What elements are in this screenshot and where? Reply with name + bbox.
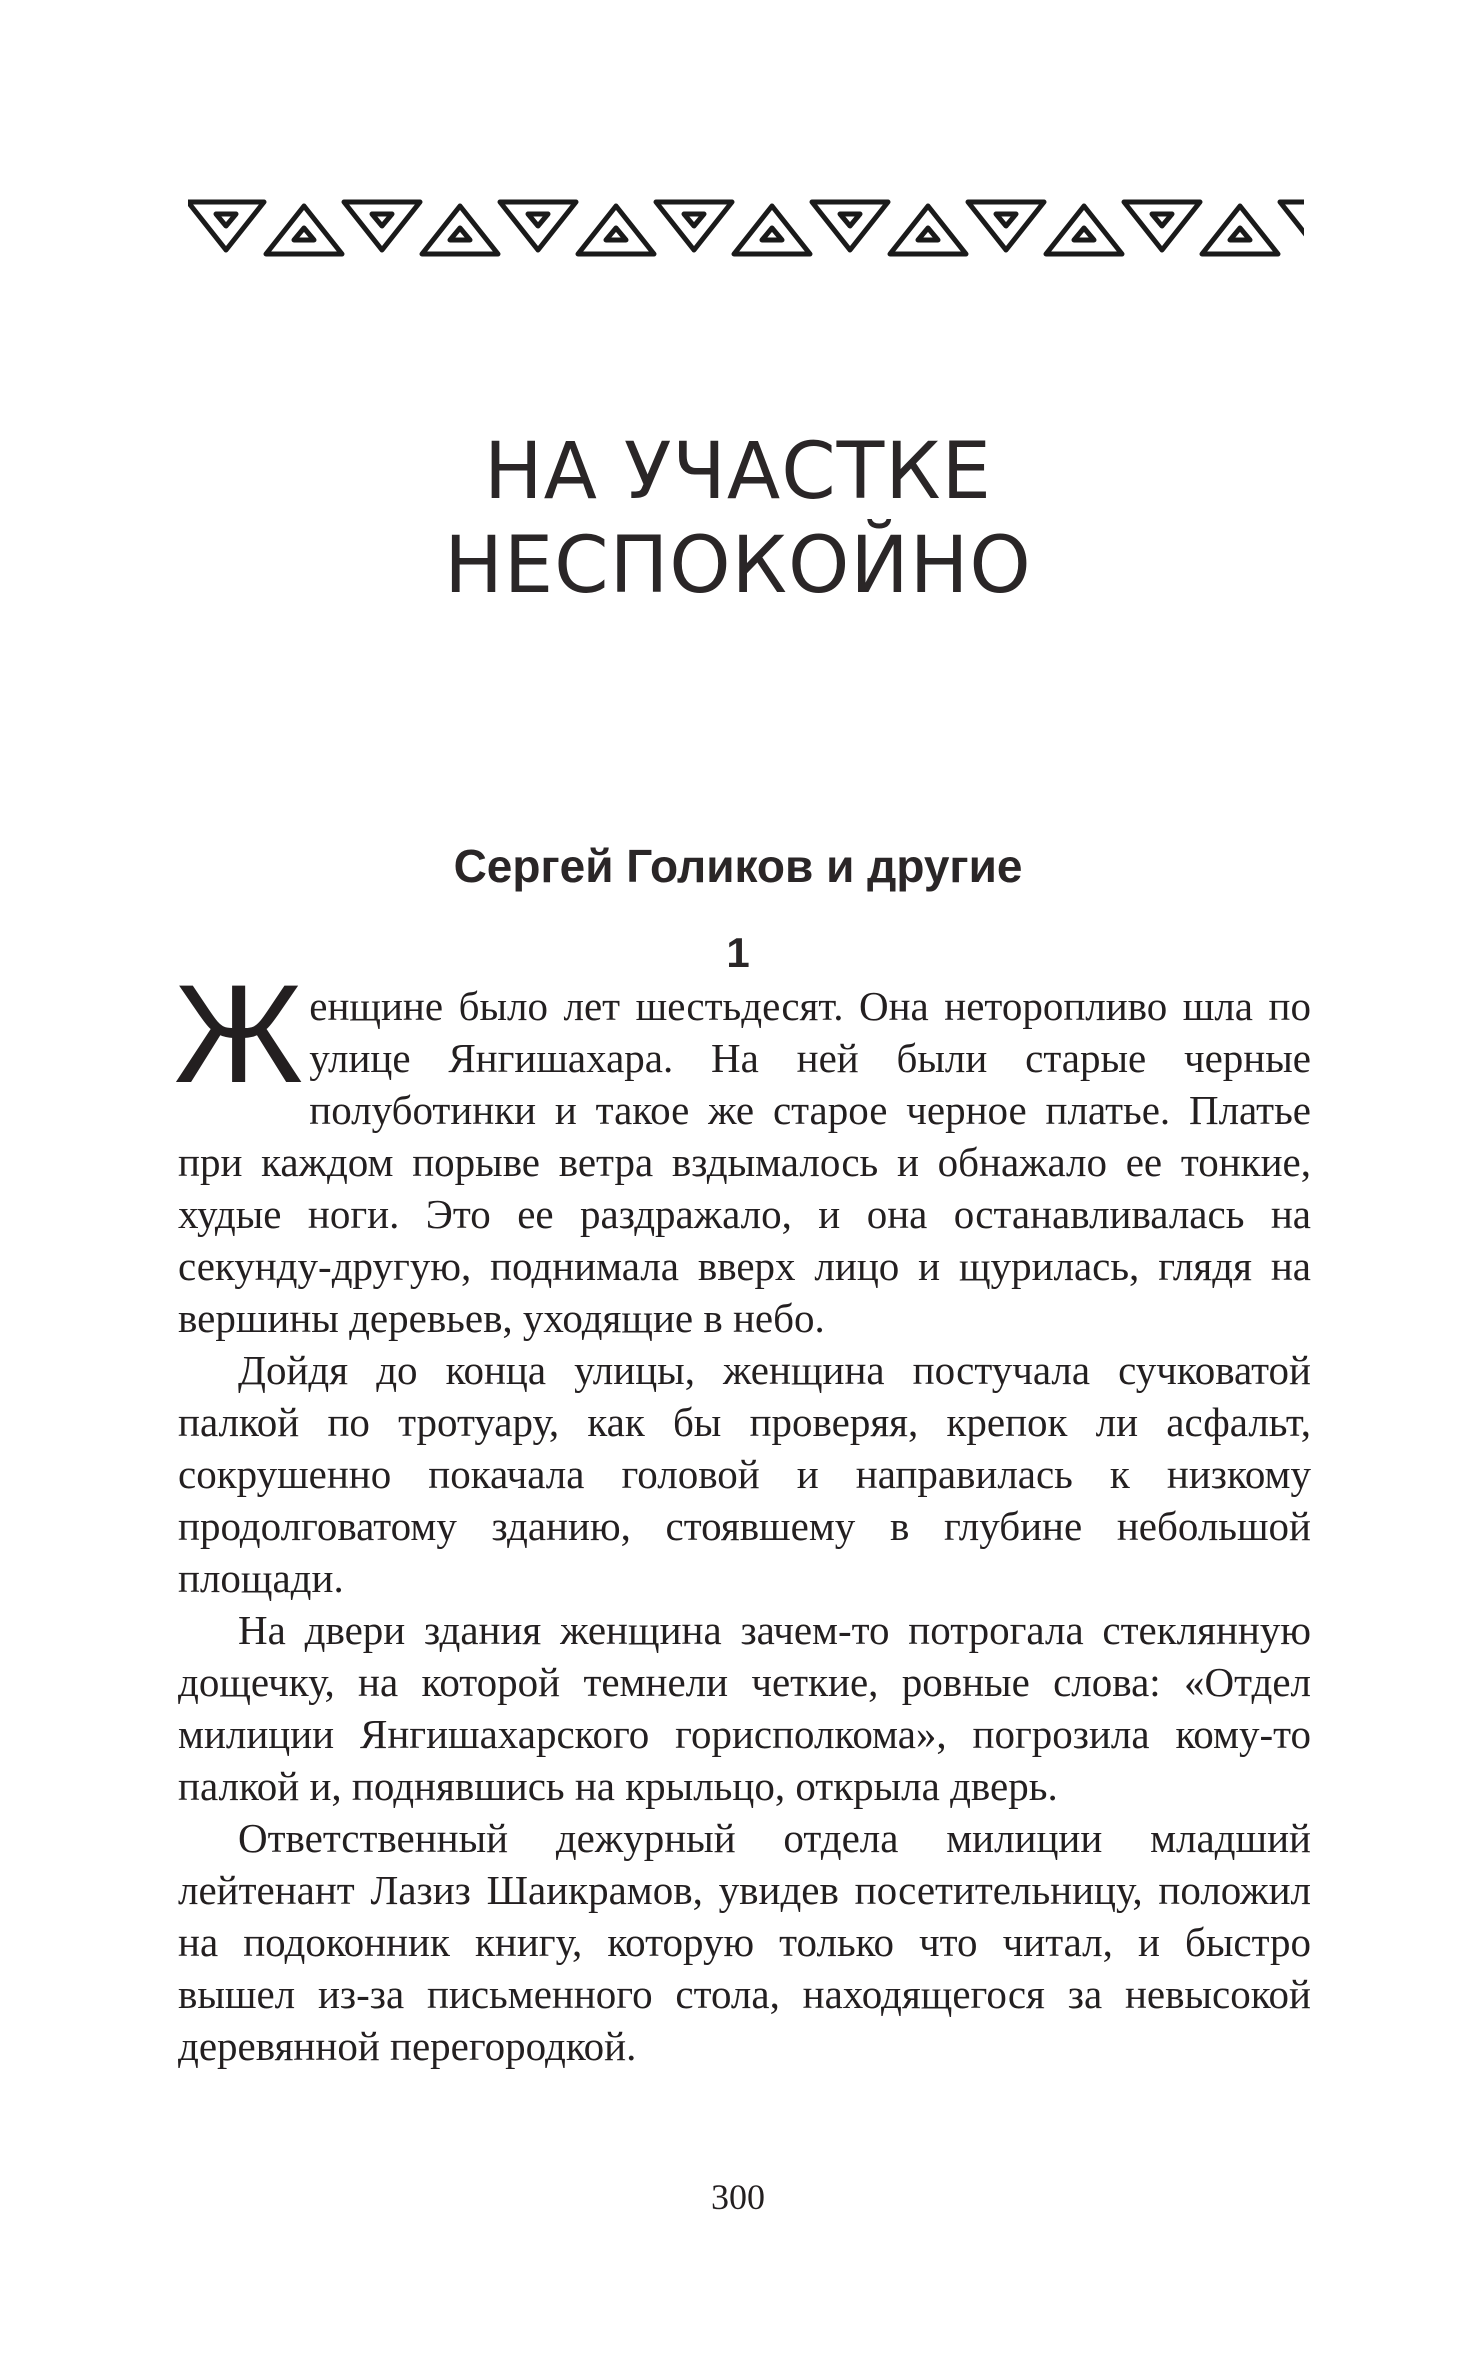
ornament-inner-triangle	[528, 214, 548, 226]
paragraph-4: Ответственный дежурный отдела милиции младший лейтенант Лазиз Шаикрамов, увидев посетительницу, положил на подоконник книгу, которую только что читал, и быстро вышел из-за письменного стола, находящегося за невысокой деревянной перегородкой.	[178, 1815, 1311, 2069]
ornament-inner-triangle	[684, 214, 704, 226]
paragraph-1-text: енщине было лет шестьдесят. Она неторопливо шла по улице Янгишахара. На ней были старые черные полуботинки и такое же старое черное платье. Платье при каждом порыве ветра вздымалось и обнажало ее тонкие, худые ноги. Это ее раздражало, и она останавливалась на секунду-другую, поднимала вверх лицо и щурилась, глядя на вершины деревьев, уходящие в небо.	[178, 983, 1311, 1341]
paragraph-3: На двери здания женщина зачем-то потрогала стеклянную дощечку, на которой темнели четкие, ровные слова: «Отдел милиции Янгишахарского горисполкома», погрозила кому-то палкой и, поднявшись на крыльцо, открыла дверь.	[178, 1607, 1311, 1809]
ornament-inner-triangle	[606, 228, 626, 240]
drop-cap: Ж	[174, 955, 304, 1112]
ornament-triangle	[1280, 202, 1304, 250]
chapter-title	[0, 425, 1476, 613]
ornament-inner-triangle	[372, 214, 392, 226]
ornament-inner-triangle	[762, 228, 782, 240]
ornament-inner-triangle	[918, 228, 938, 240]
page-number: 300	[711, 2177, 765, 2217]
ornament-inner-triangle	[1152, 214, 1172, 226]
ornament-inner-triangle	[216, 214, 236, 226]
triangle-pattern-border-icon	[188, 192, 1304, 262]
ornament-inner-triangle	[450, 228, 470, 240]
ornament-inner-triangle	[294, 228, 314, 240]
ornament-inner-triangle	[996, 214, 1016, 226]
paragraph-2: Дойдя до конца улицы, женщина постучала сучковатой палкой по тротуару, как бы проверяя, крепок ли асфальт, сокрушенно покачала головой и направилась к низкому продолговатому зданию, стоявшему в глубине небольшой площади.	[178, 1347, 1311, 1601]
ornament-inner-triangle	[840, 214, 860, 226]
ornament-inner-triangle	[1230, 228, 1250, 240]
title-line-1: НА УЧАСТКЕ	[484, 427, 992, 517]
paragraph-1	[174, 955, 1311, 1344]
title-line-2: НЕСПОКОЙНО	[444, 521, 1032, 611]
body-text	[174, 955, 1311, 2072]
chapter-number: 1	[726, 929, 750, 976]
story-subtitle: Сергей Голиков и другие	[453, 840, 1023, 892]
ornament-inner-triangle	[1074, 228, 1094, 240]
